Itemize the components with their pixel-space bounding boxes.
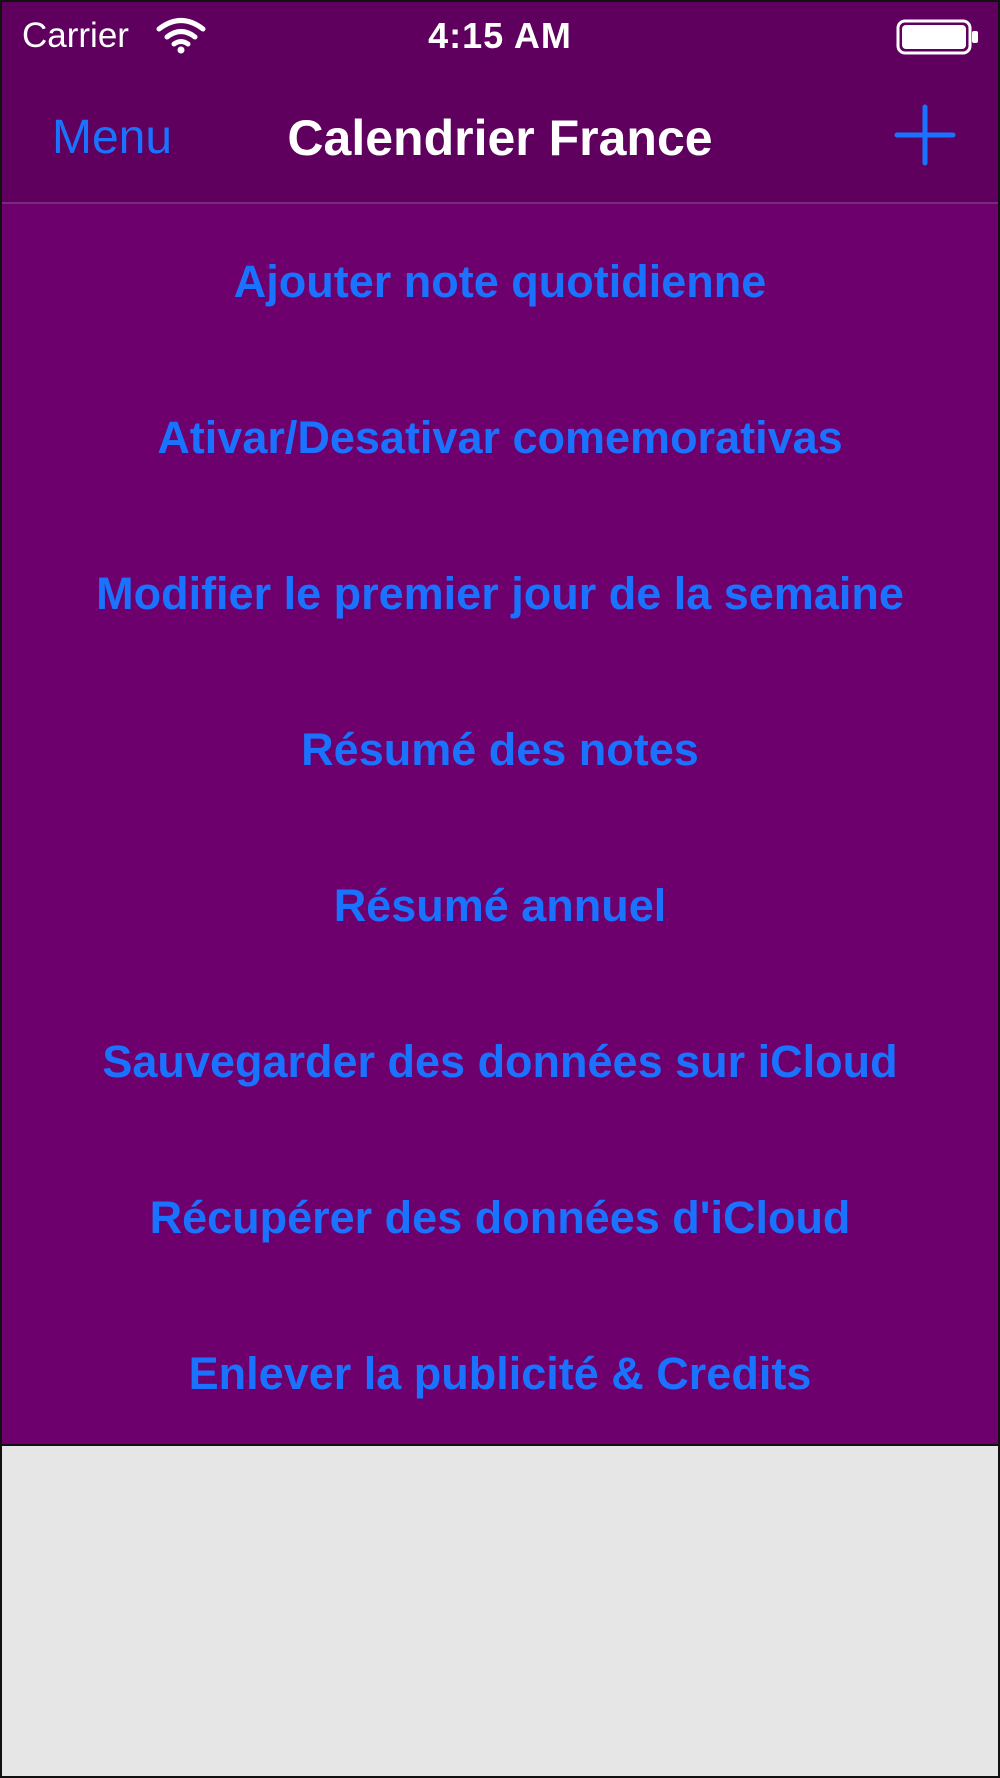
remove-ads-credits-button[interactable]: Enlever la publicité & Credits — [188, 1348, 812, 1399]
icloud-restore-button[interactable]: Récupérer des données d'iCloud — [149, 1192, 851, 1243]
annual-summary-button[interactable]: Résumé annuel — [333, 880, 667, 931]
icloud-backup-button[interactable]: Sauvegarder des données sur iCloud — [102, 1036, 898, 1087]
menu-button[interactable]: Menu — [52, 111, 173, 164]
toggle-commemoratives-button[interactable]: Ativar/Desativar comemorativas — [157, 412, 843, 463]
status-bar — [2, 2, 998, 70]
navigation-bar — [2, 70, 998, 202]
empty-background — [2, 1446, 998, 1778]
page-title: Calendrier France — [287, 110, 713, 166]
menu-panel — [2, 204, 998, 1446]
carrier-label: Carrier — [22, 16, 129, 55]
plus-icon[interactable] — [894, 104, 956, 166]
header — [2, 2, 998, 204]
first-day-of-week-button[interactable]: Modifier le premier jour de la semaine — [96, 568, 904, 619]
add-daily-note-button[interactable]: Ajouter note quotidienne — [233, 256, 767, 307]
notes-summary-button[interactable]: Résumé des notes — [301, 724, 699, 775]
battery-icon — [896, 19, 980, 55]
status-time: 4:15 AM — [428, 15, 572, 56]
